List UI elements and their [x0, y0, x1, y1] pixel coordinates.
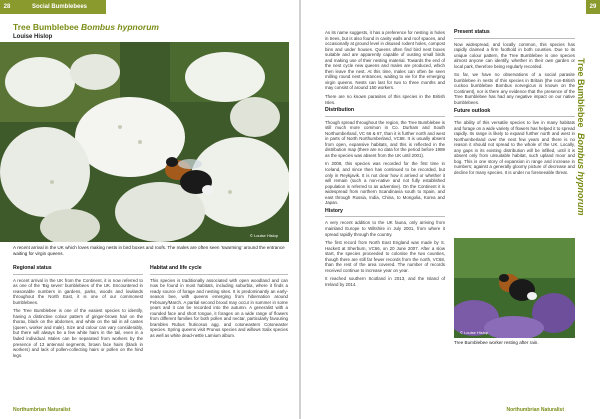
- vertical-title: [566, 58, 590, 218]
- title-latin-name: Bombus hypnorum: [81, 22, 159, 32]
- heading-history: History: [325, 209, 445, 218]
- photo-credit-right: © Louise Hislop: [460, 330, 489, 335]
- right-column-2: [454, 30, 575, 179]
- author-name: Louise Hislop: [13, 34, 53, 40]
- bumblebee-on-flowers-photo: [0, 42, 289, 242]
- left-page: [0, 0, 299, 419]
- section-label: Social Bumblebees: [32, 4, 88, 10]
- paragraph: Now widespread, and locally common, this species has rapidly claimed a firm foothold in both counties. Due to its unique colour pattern, the Tree Bumblebee is one species almost anyone can identify, whether in their own garden or local park, therefore being regularly recorded.: [454, 41, 575, 69]
- article-title: [13, 22, 159, 32]
- page-number-right: 29: [586, 0, 600, 14]
- paragraph: So far, we have no observations of a social parasite bumblebee in nests of this species in Britain (the non-British cuckoo bumblebee Bombus norvegicus is known on the Continent), nor is there any evidence that the presence of the Tree Bumblebee has had any negative impact on our native bumblebees.: [454, 72, 575, 106]
- paragraph: The ability of this versatile species to live in many habitats and forage on a wide variety of flowers has helped it to spread rapidly. Its range is likely to expand further north and west in Northumberland over the next few years and there is no reason it should not spread to the whole of the UK. Locally, any gaps in its existing distribution will be infilled, until it is absent only from unsuitable habitat, such upland moor and bog. This is one story of expansion in range and increase in numbers; against a generally gloomy picture of decrease and decline for many species. It is under no foreseeable threat.: [454, 120, 575, 176]
- paragraph: In 2008, this species was recorded for the first time in Iceland, and since then has continued to be recorded, but only in Reykjavik. It is not clear how it arrived or whether it will remain (such a non-native and not fully established population is referred to as adventive). On the Continent it is widespread from northern Scandinavia south to Spain, and east through Russia, India, China, to Mongolia, Korea and Japan.: [325, 161, 445, 206]
- footer-left: Northumbrian Naturalist: [13, 407, 71, 413]
- vertical-title-latin: Bombus hypnorum: [576, 133, 586, 216]
- title-common-name: Tree Bumblebee: [13, 22, 79, 32]
- footer-right: Northumbrian Naturalist: [506, 407, 564, 413]
- paragraph: As its name suggests, it has a preference for nesting in holes in trees, but is also found in cavity walls and roof spaces, and occasionally at ground level in disused rodent holes, compost bins and under houses. Queens often find bird nest boxes suitable and are apparently capable of ousting small birds and making use of their nesting material. Towards the end of the nest cycle new queens and males are produced, which then leave the nest. At this time, males can often be seen milling round nest entrances, waiting to vie for the emerging virgin queens. Nests can last for two to three months and may consist of around 150 workers.: [325, 30, 445, 91]
- photo-caption-left: A recent arrival in the UK which loves making nests in bird boxes and roofs. The males are often seen ‘swarming’ around the entrance waiting for virgin queens.: [13, 245, 285, 256]
- photo-credit-left: © Louise Hislop: [249, 233, 278, 238]
- right-column-1: [325, 30, 445, 290]
- page-number-left: 28: [0, 0, 14, 14]
- heading-regional-status: Regional status: [13, 266, 143, 275]
- photo-caption-right: Tree Bumblebee worker resting after rain.: [454, 340, 539, 345]
- column-habitat: [150, 266, 288, 342]
- heading-present-status: Present status: [454, 30, 575, 39]
- vertical-title-common: Tree Bumblebee: [576, 58, 586, 128]
- paragraph: There are no known parasites of this species in the British Isles.: [325, 94, 445, 105]
- paragraph: Though spread throughout the region, the Tree Bumblebee is still much more common in Co. Durham and South Northumberland, VC 66 & 67, than it is further north and west in parts of North Northumberland, VC68. It is usually absent from open, expansive habitats, and this is reflected in the distribution map (there are no data for the period before 1989 as the species was absent from the UK until 2001).: [325, 119, 445, 158]
- paragraph: The Tree Bumblebee is one of the easiest species to identify, having a distinctive colour pattern of ginger-brown hair on the thorax, black on the abdomen, and white on the tail in all castes (queen, worker and male). Size and colour can vary considerably, but there will always be a few white hairs in the tail, even in a faded individual. Males can be separated from workers by the presence of 13 antennal segments, brown face hairs (black in workers) and lack of pollen-collecting hairs or pollen on the hind legs.: [13, 308, 143, 358]
- paragraph: A recent arrival in the UK from the Continent, it is now referred to as one of the ‘Big seven’ bumblebees of the UK. Encountered in reasonable numbers in gardens, parks, woods and lowlands throughout the North East, it is one of our commonest bumblebees.: [13, 277, 143, 305]
- svg-text:Tree Bumblebee Bombus: [576, 58, 586, 216]
- paragraph: It reached southern Scotland in 2013, and the Island of Ireland by 2014.: [325, 276, 445, 287]
- bumblebee-worker-photo: [454, 238, 575, 338]
- section-header-bar: [14, 0, 106, 14]
- paragraph: A very recent addition to the UK fauna, only arriving from mainland Europe to Wiltshire in July 2001, from where it spread rapidly through the country.: [325, 220, 445, 237]
- heading-future-outlook: Future outlook: [454, 109, 575, 118]
- heading-distribution: Distribution: [325, 108, 445, 117]
- right-page: [301, 0, 600, 419]
- column-regional-status: [13, 266, 143, 361]
- paragraph: The first record from North East England was made by S. Hackett at Sherburn, VC66, on 20 June 2007. After a slow start, the species proceeded to colonise the two counties, though there are still far fewer records from the north, VC68, than the rest of the area covered. The number of records received continue to increase year on year.: [325, 240, 445, 273]
- heading-habitat: Habitat and life cycle: [150, 266, 288, 275]
- paragraph: This species is traditionally associated with open woodland and can now be found in most habitats, including suburbia, where it finds a ready source of forage and nesting sites. It is predominantly an early-season bee, with queens emerging from hibernation around February/March. A partial second brood may occur in summer in some years and it can be recorded into the autumn. A generalist with a rounded face and short tongue, it forages on a wide range of flowers from different families for both pollen and nectar, particularly favouring brambles Rubus fruticosus agg. and cotoneasters Cotoneaster species. Spring queens visit Prunus species and willows Salix species as well as white dead-nettle Lamium album.: [150, 277, 288, 339]
